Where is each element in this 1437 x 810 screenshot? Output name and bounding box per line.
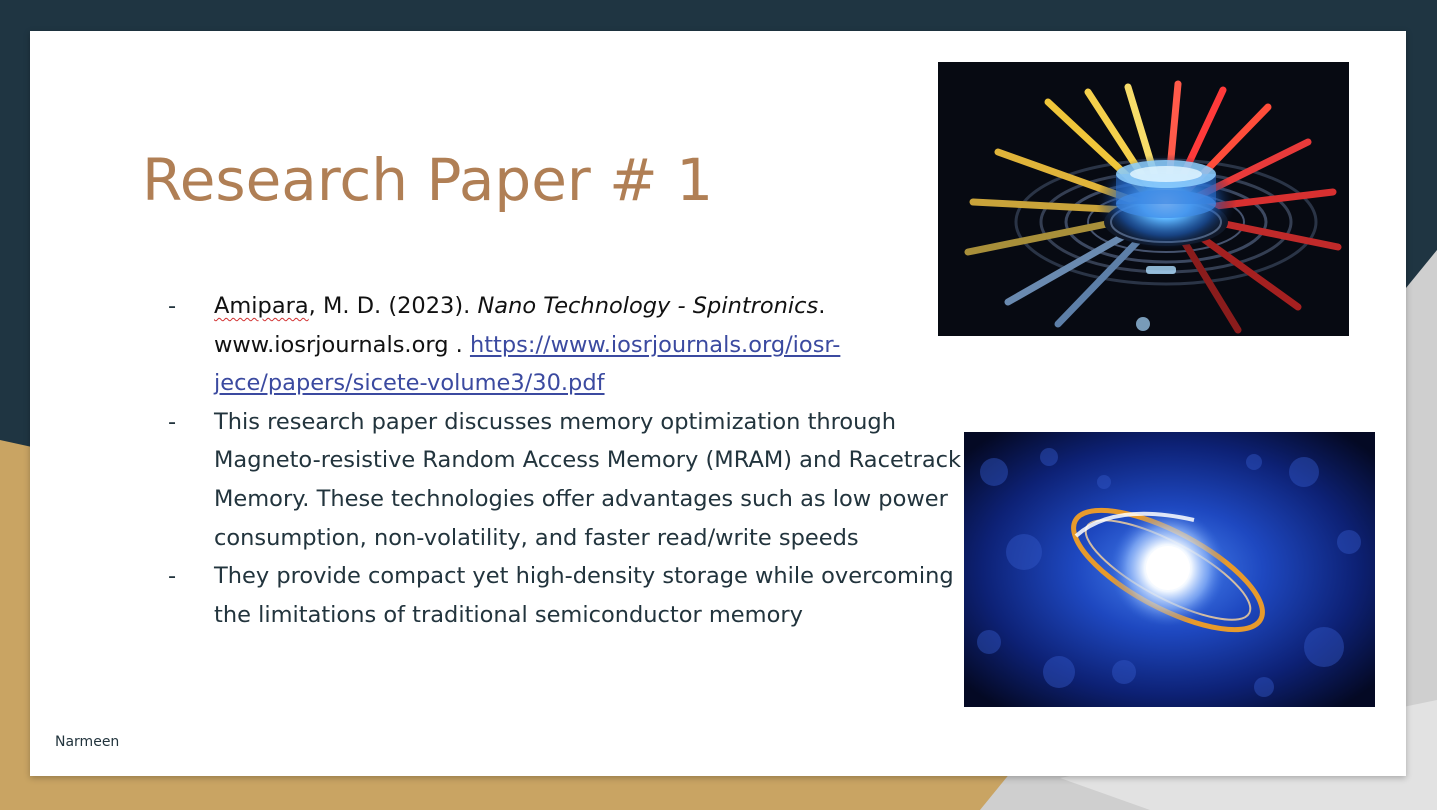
chip-illustration-icon	[938, 62, 1349, 336]
bullet-list	[167, 287, 974, 634]
citation-author: Amipara	[214, 293, 309, 319]
electron-orbit-image[interactable]	[964, 432, 1375, 707]
bullet-summary	[167, 403, 974, 557]
bullet-advantages	[167, 557, 974, 634]
bullet-text: This research paper discusses memory optimization through Magneto-resistive Random Access Memory (MRAM) and Racetrack Memory. These technologies offer advantages such as low power consumption, non-volatility, and faster read/write speeds	[214, 408, 962, 551]
citation-title: Nano Technology - Spintronics	[477, 293, 819, 319]
orbit-illustration-icon	[964, 432, 1375, 707]
bullet-citation	[167, 287, 974, 403]
citation-link[interactable]: https://www.iosrjournals.org/iosr-jece/papers/sicete-volume3/30.pdf	[214, 331, 841, 397]
spintronic-chip-image[interactable]	[938, 62, 1349, 336]
bullet-marker: -	[167, 408, 177, 435]
bullet-marker: -	[167, 293, 177, 319]
bullet-marker: -	[167, 563, 177, 590]
bullet-text: They provide compact yet high-density storage while overcoming the limitations of traditional semiconductor memory	[214, 563, 954, 628]
citation-source: . www.iosrjournals.org .	[214, 293, 826, 358]
citation-year: , M. D. (2023).	[308, 293, 478, 319]
slide-title: Research Paper # 1	[142, 146, 714, 214]
citation-text	[214, 293, 840, 396]
presenter-name: Narmeen	[55, 734, 120, 750]
slide-canvas	[30, 31, 1406, 776]
